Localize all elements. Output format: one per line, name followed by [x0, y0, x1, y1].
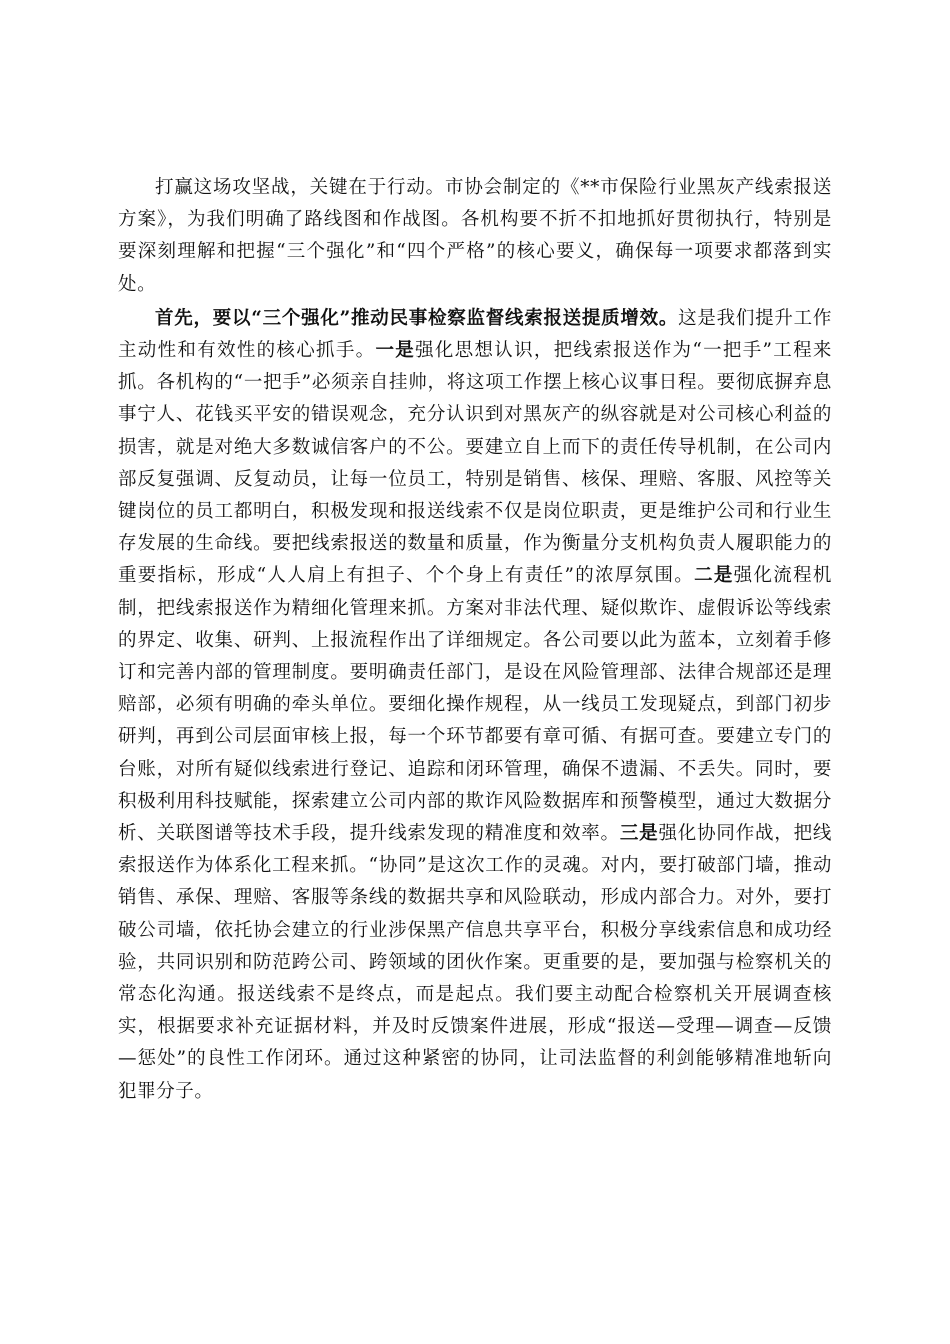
point-3-text: 强化协同作战，把线索报送作为体系化工程来抓。“协同”是这次工作的灵魂。对内，要打破部门墙，推动销售、承保、理赔、客服等条线的数据共享和风险联动，形成内部合力。对外，要打破公司墙，依托协会建立的行业涉保黑产信息共享平台，积极分享线索信息和成功经验，共同识别和防范跨公司、跨领域的团伙作案。更重要的是，要加强与检察机关的常态化沟通。报送线索不是终点，而是起点。我们要主动配合检察机关开展调查核实，根据要求补充证据材料，并及时反馈案件进展，形成“报送—受理—调查—反馈—惩处”的良性工作闭环。通过这种紧密的协同，让司法监督的利剑能够精准地斩向犯罪分子。 [118, 823, 833, 1102]
point-2-text: 强化流程机制，把线索报送作为精细化管理来抓。方案对非法代理、疑似欺诈、虚假诉讼等线索的界定、收集、研判、上报流程作出了详细规定。各公司要以此为蓝本，立刻着手修订和完善内部的管理制度。要明确责任部门，是设在风险管理部、法律合规部还是理赔部，必须有明确的牵头单位。要细化操作规程，从一线员工发现疑点，到部门初步研判，再到公司层面审核上报，每一个环节都要有章可循、有据可查。要建立专门的台账，对所有疑似线索进行登记、追踪和闭环管理，确保不遗漏、不丢失。同时，要积极利用科技赋能，探索建立公司内部的欺诈风险数据库和预警模型，通过大数据分析、关联图谱等技术手段，提升线索发现的精准度和效率。 [118, 565, 832, 845]
section-intro: 这是我们提升工作主动性和有效性的核心抓手。 [118, 307, 832, 362]
section-heading: 首先，要以“三个强化”推动民事检察监督线索报送提质增效。 [155, 307, 679, 329]
point-1-text: 强化思想认识，把线索报送作为“一把手”工程来抓。各机构的“一把手”必须亲自挂帅，将这项工作摆上核心议事日程。要彻底摒弃息事宁人、花钱买平安的错误观念，充分认识到对黑灰产的纵容就是对公司核心利益的损害，就是对绝大多数诚信客户的不公。要建立自上而下的责任传导机制，在公司内部反复强调、反复动员，让每一位员工，特别是销售、核保、理赔、客服、风控等关键岗位的员工都明白，积极发现和报送线索不仅是岗位职责，更是维护公司和行业生存发展的生命线。要把线索报送的数量和质量，作为衡量分支机构负责人履职能力的重要指标，形成“人人肩上有担子、个个身上有责任”的浓厚氛围。 [118, 340, 832, 587]
point-3-label: 三是 [619, 823, 659, 845]
paragraph-intro: 打赢这场攻坚战，关键在于行动。市协会制定的《**市保险行业黑灰产线索报送方案》，为我们明确了路线图和作战图。各机构要不折不扣地抓好贯彻执行，特别是要深刻理解和把握“三个强化”和“四个严格”的核心要义，确保每一项要求都落到实处。 [118, 177, 832, 295]
paragraph-three-strengthenings [118, 303, 832, 1108]
point-2-label: 二是 [694, 565, 734, 587]
point-1-label: 一是 [375, 340, 416, 362]
document-body [118, 172, 832, 1110]
